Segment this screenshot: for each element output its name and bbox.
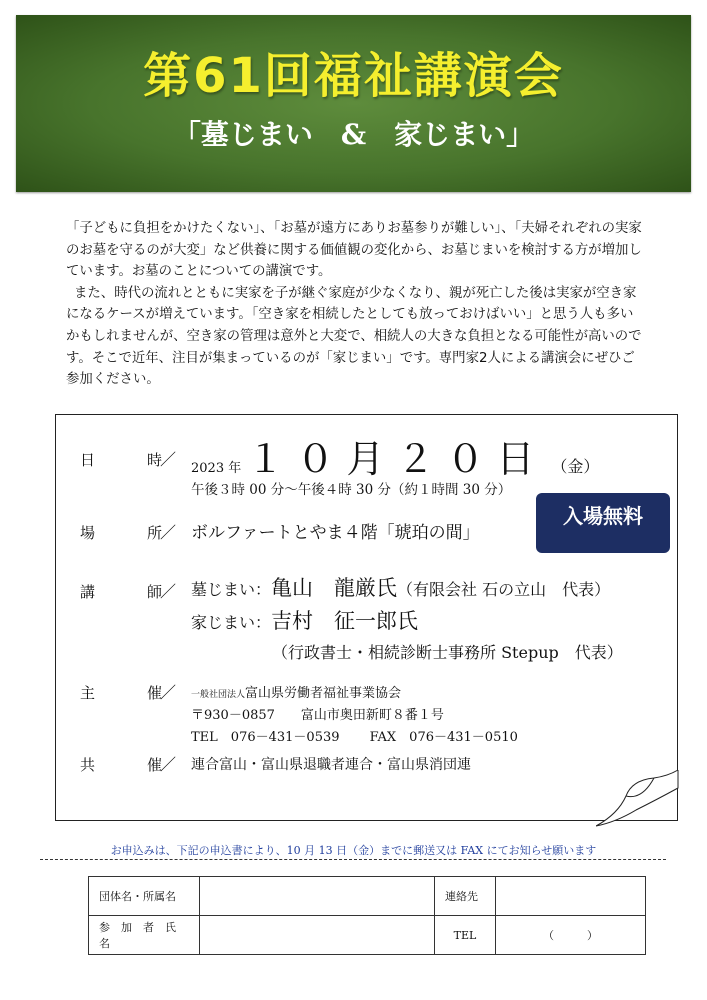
lecturer-2-org: （行政書士・相続診断士事務所 Stepup 代表） — [272, 643, 623, 662]
participant-name-label: 参 加 者 氏 名 — [89, 916, 200, 955]
cohost-slash: ／ — [160, 755, 177, 774]
lecturer-line-2 — [191, 605, 418, 635]
lecturer-1-name: 亀山 龍厳氏 — [271, 576, 398, 600]
lecturer-label — [80, 581, 162, 602]
page-subtitle: 「墓じまい & 家じまい」 — [172, 118, 535, 151]
host-name — [191, 682, 401, 701]
time-value: 午後３時 00 分～午後４時 30 分（約１時間 30 分） — [191, 482, 512, 498]
place-label — [80, 522, 162, 543]
group-name-input[interactable] — [200, 877, 435, 916]
application-form — [88, 876, 646, 955]
cohost-label-b: 催 — [146, 756, 162, 774]
form-row-participant — [89, 916, 646, 955]
host-name-main: 富山県労働者福祉事業協会 — [245, 686, 402, 701]
lecturer-2-name: 吉村 征一郎氏 — [271, 609, 419, 633]
host-name-small: 一般社団法人 — [191, 690, 246, 700]
host-label-b: 催 — [146, 684, 162, 702]
date-value — [191, 428, 599, 483]
cohost-value: 連合富山・富山県退職者連合・富山県消団連 — [191, 757, 471, 773]
date-weekday: （金） — [551, 457, 600, 476]
date-big: １０月２０日 — [246, 437, 547, 481]
lecturer-slash: ／ — [160, 582, 177, 601]
cohost-label-a: 共 — [80, 756, 96, 774]
tel-label: TEL — [435, 916, 496, 955]
lecturer-2-prefix: 家じまい： — [191, 613, 272, 632]
date-label — [80, 449, 162, 470]
host-address: 〒930－0857 富山市奥田新町８番１号 — [191, 708, 444, 723]
date-year: 2023 年 — [191, 461, 242, 476]
intro-text — [66, 218, 646, 391]
place-slash: ／ — [160, 523, 177, 542]
place-value: ボルファートとやま４階「琥珀の間」 — [191, 523, 480, 543]
host-slash: ／ — [160, 683, 177, 702]
lecturer-1-org: （有限会社 石の立山 代表） — [397, 580, 611, 599]
application-note: お申込みは、下記の申込書により、10 月 13 日（金）までに郵送又は FAX にてお知らせ願います — [110, 844, 597, 857]
date-label-a: 日 — [80, 451, 96, 469]
lecturer-label-a: 講 — [80, 583, 96, 601]
host-label-a: 主 — [80, 684, 96, 702]
intro-paragraph-2: また、時代の流れとともに実家を子が継ぐ家庭が少なくなり、親が死亡した後は実家が空き家になるケースが増えています。「空き家を相続したとしても放っておけばいい」と思う人も多いかもしれませんが、空き家の管理は意外と大変で、相続人の大きな負担となる可能性が高いのです。そこで近年、注目が集まっているのが「家じまい」です。専門家2人による講演会にぜひご参加ください。 — [66, 285, 642, 388]
host-phone-fax: TEL 076－431－0539 FAX 076－431－0510 — [191, 730, 518, 745]
contact-label: 連絡先 — [435, 877, 496, 916]
tel-input[interactable]: （ ） — [496, 916, 646, 955]
lecturer-label-b: 師 — [146, 583, 162, 601]
lecturer-line-1 — [191, 572, 610, 602]
date-label-b: 時 — [146, 451, 162, 469]
contact-input[interactable] — [496, 877, 646, 916]
host-label — [80, 682, 162, 703]
participant-name-input[interactable] — [200, 916, 435, 955]
page-curl-decoration — [596, 770, 682, 828]
date-slash: ／ — [160, 450, 177, 469]
place-label-a: 場 — [80, 524, 96, 542]
cut-line — [40, 859, 666, 860]
title-banner — [16, 15, 691, 192]
page-title: 第61回福祉講演会 — [143, 48, 564, 104]
group-name-label: 団体名・所属名 — [89, 877, 200, 916]
form-row-group — [89, 877, 646, 916]
lecturer-1-prefix: 墓じまい： — [191, 580, 272, 599]
free-admission-badge: 入場無料 — [536, 493, 670, 553]
intro-paragraph-1: 「子どもに負担をかけたくない」、「お墓が遠方にありお墓参りが難しい」、「夫婦それぞれの実家のお墓を守るのが大変」など供養に関する価値観の変化から、お墓じまいを検討する方が増加しています。お墓のことについての講演です。 — [66, 221, 642, 280]
cohost-label — [80, 754, 162, 775]
place-label-b: 所 — [146, 524, 162, 542]
